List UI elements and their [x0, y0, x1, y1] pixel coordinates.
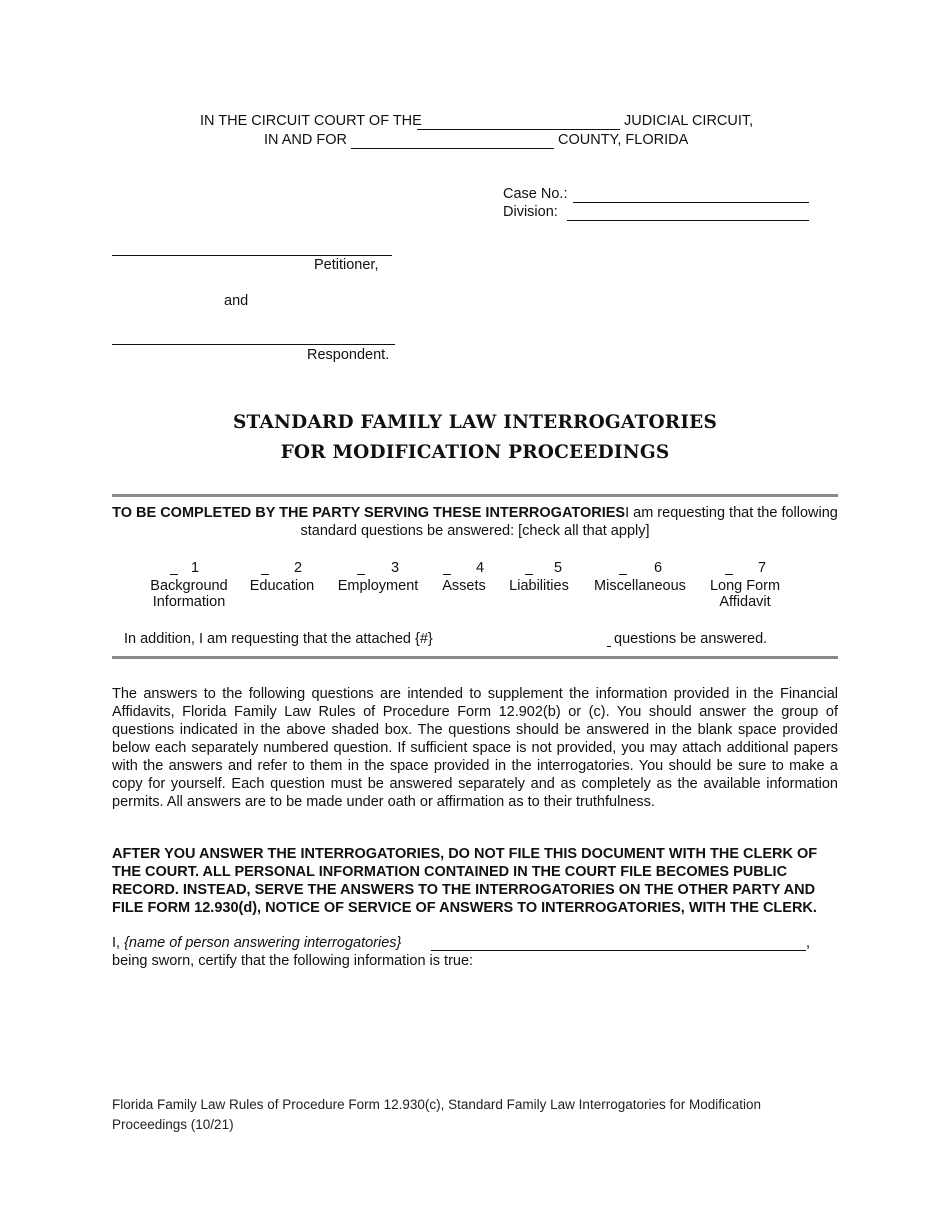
option-label-line-2: Affidavit	[719, 594, 771, 610]
oath-comma: ,	[806, 935, 811, 951]
oath-placeholder: {name of person answering interrogatories}	[124, 935, 402, 951]
additional-prefix: In addition, I am requesting that the attached {#}	[124, 631, 433, 647]
option-label: Miscellaneous	[594, 578, 686, 594]
box-top-rule	[112, 494, 838, 497]
county-blank[interactable]	[351, 148, 554, 149]
option-label: Long Form	[709, 578, 781, 594]
option-checkbox-blank[interactable]	[725, 574, 733, 575]
respondent-label: Respondent.	[307, 347, 390, 363]
box-intro-rest: I am requesting that the following	[625, 505, 838, 521]
oath-prefix: I,	[112, 935, 121, 951]
box-intro-line-1	[112, 505, 838, 521]
option-miscellaneous[interactable]	[588, 560, 692, 594]
option-number: 6	[653, 560, 663, 576]
option-employment[interactable]	[331, 560, 425, 594]
court-suffix: JUDICIAL CIRCUIT,	[624, 113, 754, 129]
box-bottom-rule	[112, 656, 838, 659]
and-label: and	[224, 293, 249, 309]
court-prefix: IN THE CIRCUIT COURT OF THE	[200, 113, 422, 129]
box-intro-bold: TO BE COMPLETED BY THE PARTY SERVING THESE INTERROGATORIES	[112, 505, 626, 521]
option-number: 1	[190, 560, 200, 576]
warning-paragraph: AFTER YOU ANSWER THE INTERROGATORIES, DO NOT FILE THIS DOCUMENT WITH THE CLERK OF THE COURT. ALL PERSONAL INFORMATION CONTAINED IN THE COURT FILE BECOMES PUBLIC RECORD. INSTEAD, SERVE THE ANSWERS TO THE INTERROGATORIES ON THE OTHER PARTY AND FILE FORM 12.930(d), NOTICE OF SERVICE OF ANSWERS TO INTERROGATORIES, WITH THE CLERK.	[112, 846, 818, 916]
option-label: Background	[150, 578, 228, 594]
option-background[interactable]	[140, 560, 238, 610]
instructions-paragraph: The answers to the following questions are intended to supplement the information provided in the Financial Affidavits, Florida Family Law Rules of Procedure Form 12.902(b) or (c). You should answer the group of questions indicated in the above shaded box. The questions should be answered in the blank space provided below each separately numbered question. If sufficient space is not provided, you may attach additional papers with the answers and refer to them in the space provided in the interrogatories. You should be sure to make a copy for yourself. Each question must be answered separately and as completely as the available information permits. All answers are to be made under oath or affirmation as to their truthfulness.	[112, 686, 838, 810]
oath-name-blank[interactable]	[431, 950, 806, 951]
option-checkbox-blank[interactable]	[525, 574, 533, 575]
option-checkbox-blank[interactable]	[261, 574, 269, 575]
page-footer: Florida Family Law Rules of Procedure Form 12.930(c), Standard Family Law Interrogatories for Modification Proceedings (10/21)	[112, 1097, 762, 1132]
division-blank[interactable]	[567, 220, 809, 221]
oath-line-2: being sworn, certify that the following information is true:	[112, 953, 474, 969]
option-checkbox-blank[interactable]	[619, 574, 627, 575]
option-checkbox-blank[interactable]	[170, 574, 178, 575]
option-label: Education	[249, 578, 315, 594]
division-label: Division:	[503, 204, 558, 220]
option-education[interactable]	[243, 560, 321, 594]
option-long-form-affidavit[interactable]	[703, 560, 787, 610]
option-label: Assets	[442, 578, 486, 594]
case-no-blank[interactable]	[573, 202, 809, 203]
circuit-blank[interactable]	[417, 129, 620, 130]
county-suffix: COUNTY, FLORIDA	[558, 132, 689, 148]
option-assets[interactable]	[436, 560, 492, 594]
petitioner-label: Petitioner,	[314, 257, 379, 273]
option-liabilities[interactable]	[503, 560, 575, 594]
option-label: Employment	[337, 578, 419, 594]
respondent-blank[interactable]	[112, 344, 395, 345]
oath-line-1	[112, 935, 401, 951]
additional-suffix: questions be answered.	[614, 631, 768, 647]
option-number: 3	[390, 560, 400, 576]
option-number: 5	[553, 560, 563, 576]
box-intro-line-2: standard questions be answered: [check all that apply]	[300, 523, 650, 539]
additional-number-blank[interactable]	[607, 646, 611, 647]
county-prefix: IN AND FOR	[264, 132, 347, 148]
petitioner-blank[interactable]	[112, 255, 392, 256]
option-checkbox-blank[interactable]	[357, 574, 365, 575]
option-number: 2	[293, 560, 303, 576]
title-line-2: FOR MODIFICATION PROCEEDINGS	[280, 442, 670, 463]
option-checkbox-blank[interactable]	[443, 574, 451, 575]
case-no-label: Case No.:	[503, 186, 568, 202]
option-label-line-2: Information	[152, 594, 226, 610]
option-number: 4	[475, 560, 485, 576]
title-line-1: STANDARD FAMILY LAW INTERROGATORIES	[232, 412, 718, 433]
option-number: 7	[757, 560, 767, 576]
option-label: Liabilities	[509, 578, 569, 594]
